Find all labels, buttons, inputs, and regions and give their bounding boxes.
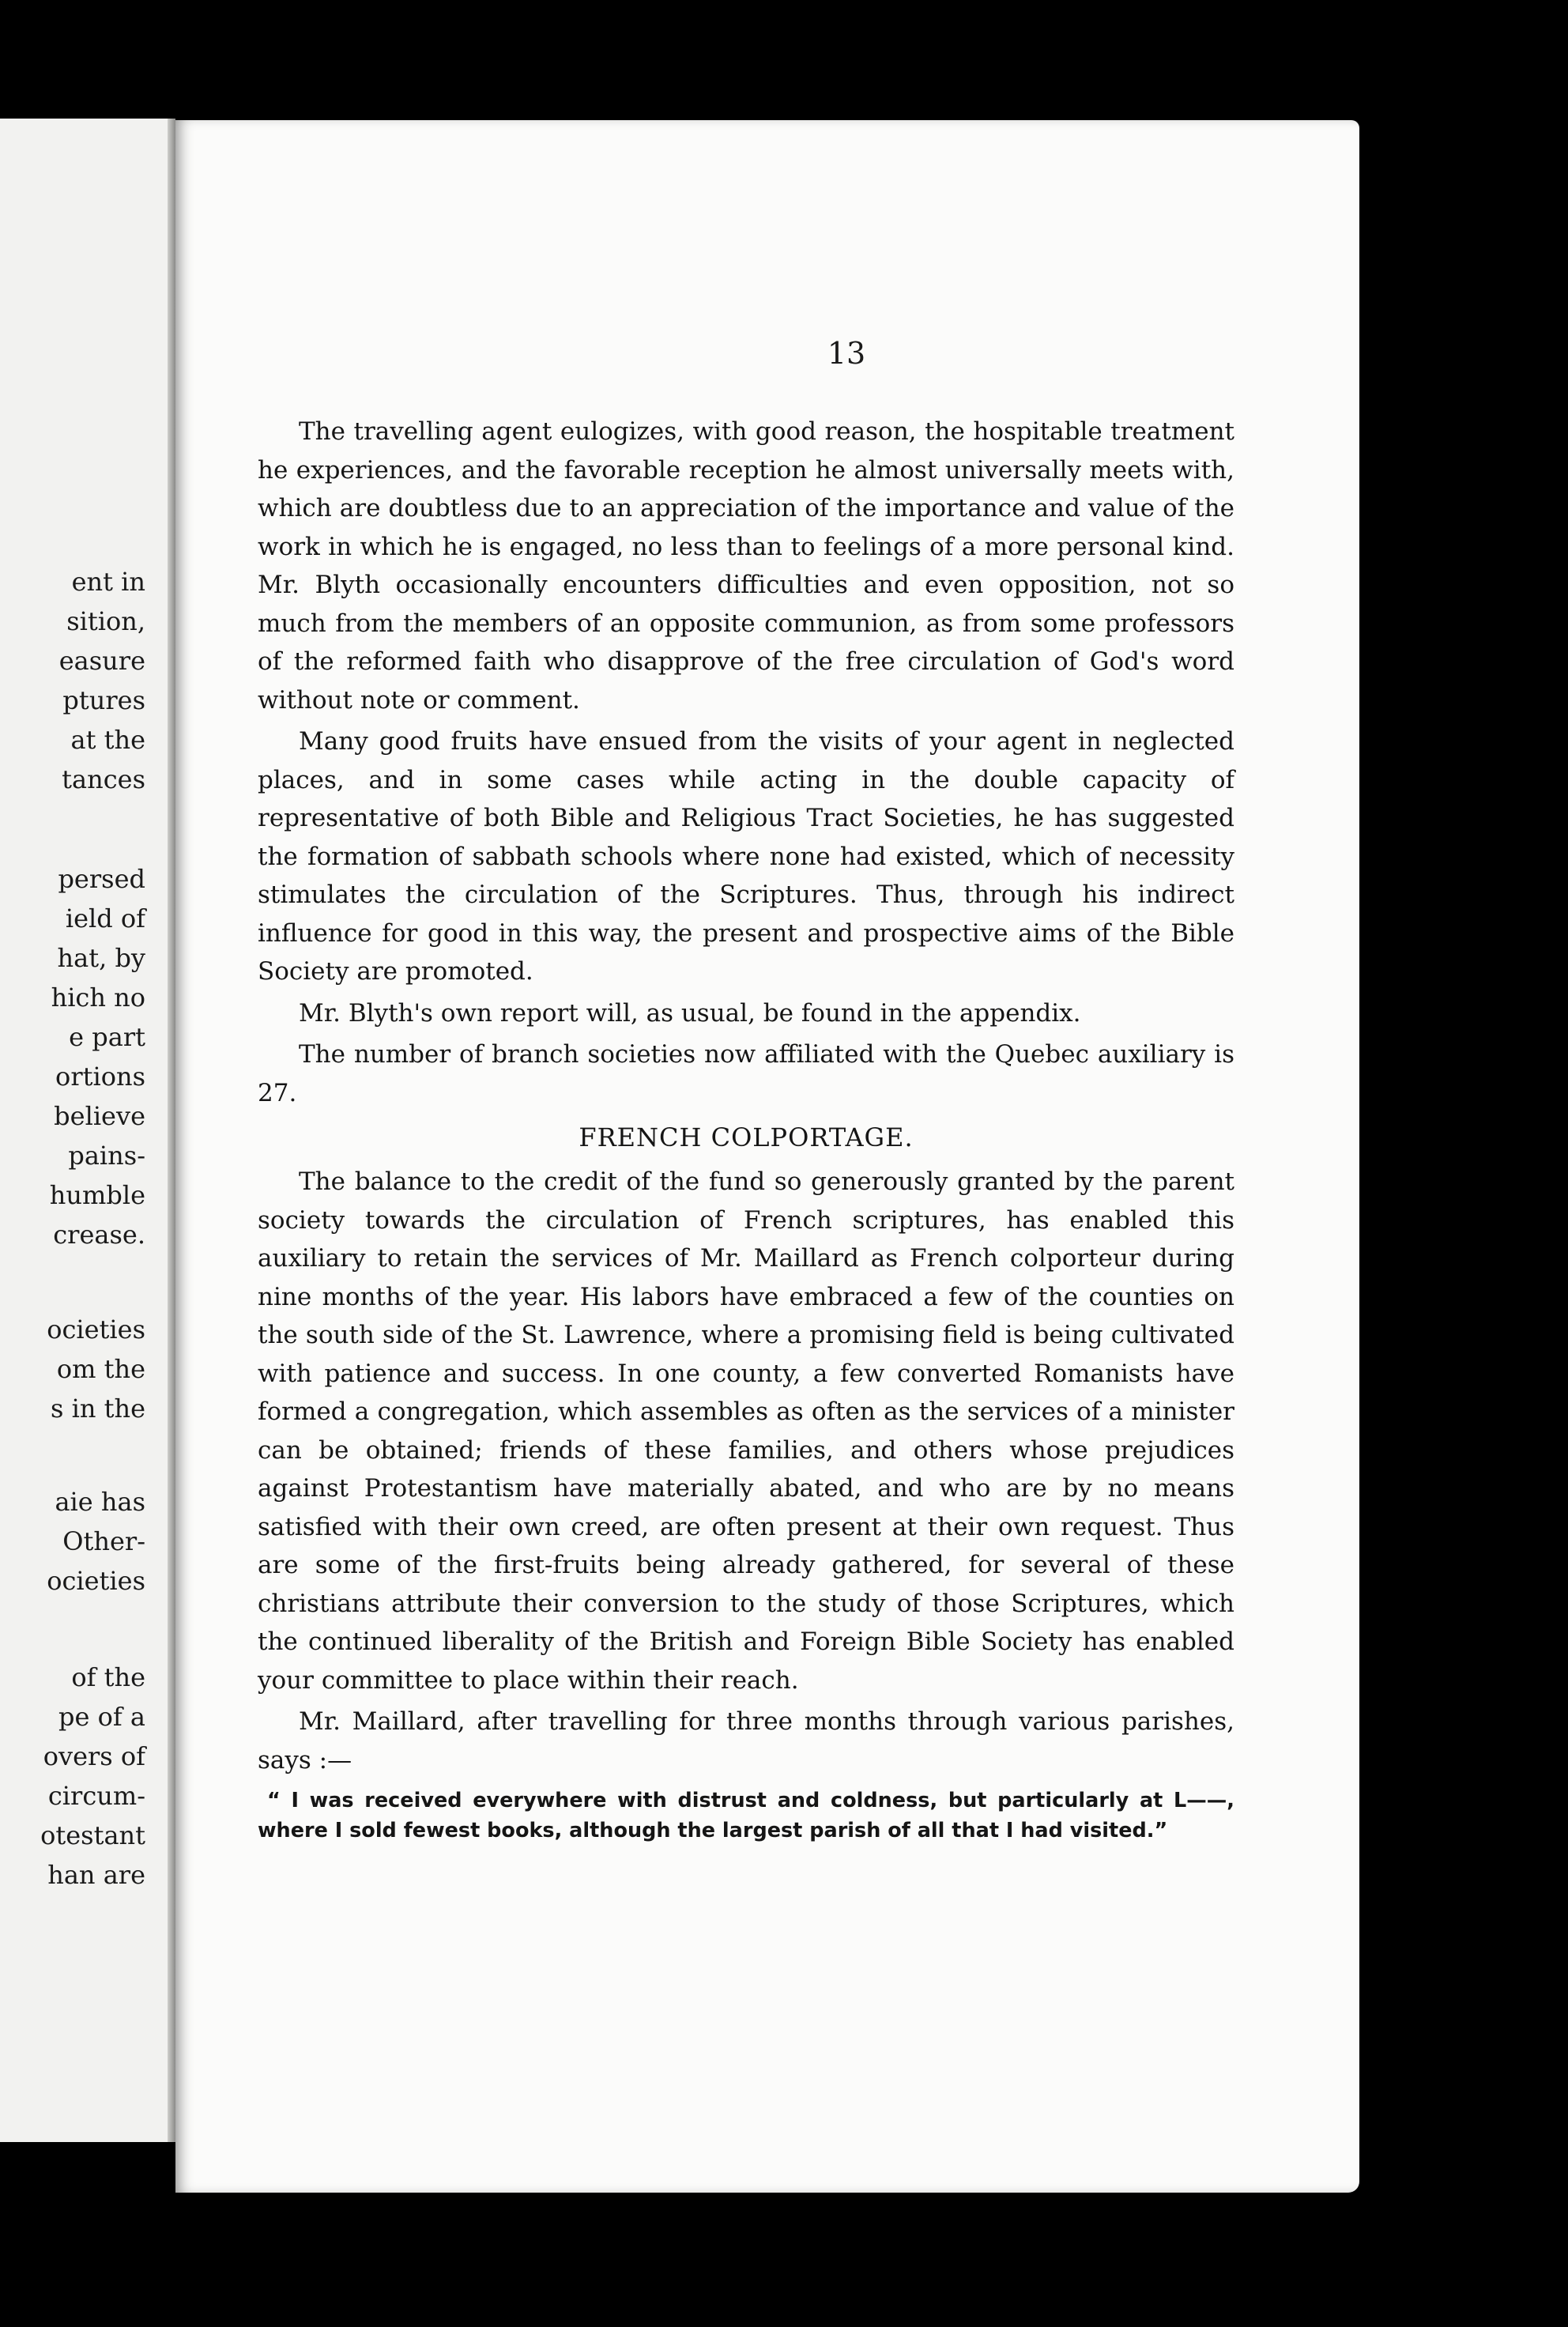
left-page-fragment: aie has xyxy=(55,1487,145,1517)
left-page-fragment: sition, xyxy=(66,606,145,636)
paragraph-maillard-says: Mr. Maillard, after travelling for three months through various parishes, says :— xyxy=(258,1707,1234,1774)
left-page-fragment: persed xyxy=(58,864,145,894)
right-page xyxy=(175,120,1359,2193)
left-page-fragment: of the xyxy=(71,1662,145,1692)
left-page-fragment: hat, by xyxy=(57,943,145,973)
left-page-fragment: humble xyxy=(49,1180,145,1210)
left-page-fragment: easure xyxy=(58,646,145,676)
book-spine-shadow xyxy=(168,119,175,2142)
paragraph-travelling-agent: The travelling agent eulogizes, with good reason, the hospitable treatment he experiences, and the favorable reception he almost universally meets with, which are doubtless due to an appreciation of the importance and value of the work in which he is engaged, no less than to feelings of a more personal kind. Mr. Blyth occasionally encounters difficulties and even opposition, not so much from the members of an opposite communion, as from some professors of the reformed faith who disapprove of the free circulation of God's word without note or comment. xyxy=(258,417,1234,715)
left-page-edge xyxy=(0,119,175,2142)
left-page-fragment: crease. xyxy=(53,1220,145,1250)
left-page-fragment: otestant xyxy=(40,1820,145,1850)
page-body xyxy=(258,413,1234,1846)
section-heading: FRENCH COLPORTAGE. xyxy=(579,1122,914,1152)
left-page-fragment: han are xyxy=(47,1860,145,1890)
left-page-fragment: om the xyxy=(56,1354,145,1384)
left-page-fragment: circum- xyxy=(47,1781,145,1811)
left-page-fragment: e part xyxy=(69,1022,145,1052)
left-page-fragment: ield of xyxy=(65,903,145,933)
left-page-fragment: overs of xyxy=(43,1741,145,1771)
left-page-fragment: ent in xyxy=(71,567,145,597)
left-page-fragment: believe xyxy=(54,1101,145,1131)
page-number: 13 xyxy=(827,336,866,371)
block-quote: “ I was received everywhere with distrust and coldness, but particularly at L——, where I sold fewest books, although the largest parish of all that I had visited.” xyxy=(258,1789,1234,1842)
left-page-fragment: Other- xyxy=(62,1526,145,1556)
paragraph-french-fund: The balance to the credit of the fund so generously granted by the parent society towards the circulation of French scriptures, has enabled this auxiliary to retain the services of Mr. Maillard as French colporteur during nine months of the year. His labors have embraced a few of the counties on the south side of the St. Lawrence, where a promising field is being cultivated with patience and success. In one county, a few converted Romanists have formed a congregation, which assembles as often as the services of a minister can be obtained; friends of these families, and others whose prejudices against Protestantism have materially abated, and who are by no means satisfied with their own creed, are often present at their own request. Thus are some of the first-fruits being already gathered, for several of these christians attribute their conversion to the study of those Scriptures, which the continued liberality of the British and Foreign Bible Society has enabled your committee to place within their reach. xyxy=(258,1167,1234,1695)
paragraph-good-fruits: Many good fruits have ensued from the visits of your agent in neglected places, and in some cases while acting in the double capacity of representative of both Bible and Religious Tract Societies, he has suggested the formation of sabbath schools where none had existed, which of necessity stimulates the circulation of the Scriptures. Thus, through his indirect influence for good in this way, the present and prospective aims of the Bible Society are promoted. xyxy=(258,727,1234,986)
left-page-fragment: at the xyxy=(70,725,145,755)
left-page-fragment: ortions xyxy=(55,1062,145,1092)
left-page-fragment: tances xyxy=(62,764,145,794)
left-page-fragment: hich no xyxy=(51,982,145,1013)
left-page-fragment: ocieties xyxy=(47,1566,145,1596)
left-page-fragment: pe of a xyxy=(58,1702,145,1732)
left-page-fragment: ocieties xyxy=(47,1314,145,1345)
left-page-fragment: pains- xyxy=(68,1141,145,1171)
paragraph-blyth-report: Mr. Blyth's own report will, as usual, be found in the appendix. xyxy=(299,998,1081,1028)
paragraph-branch-societies: The number of branch societies now affiliated with the Quebec auxiliary is 27. xyxy=(258,1040,1234,1107)
left-page-fragment: s in the xyxy=(50,1394,145,1424)
left-page-fragment: ptures xyxy=(62,685,145,715)
